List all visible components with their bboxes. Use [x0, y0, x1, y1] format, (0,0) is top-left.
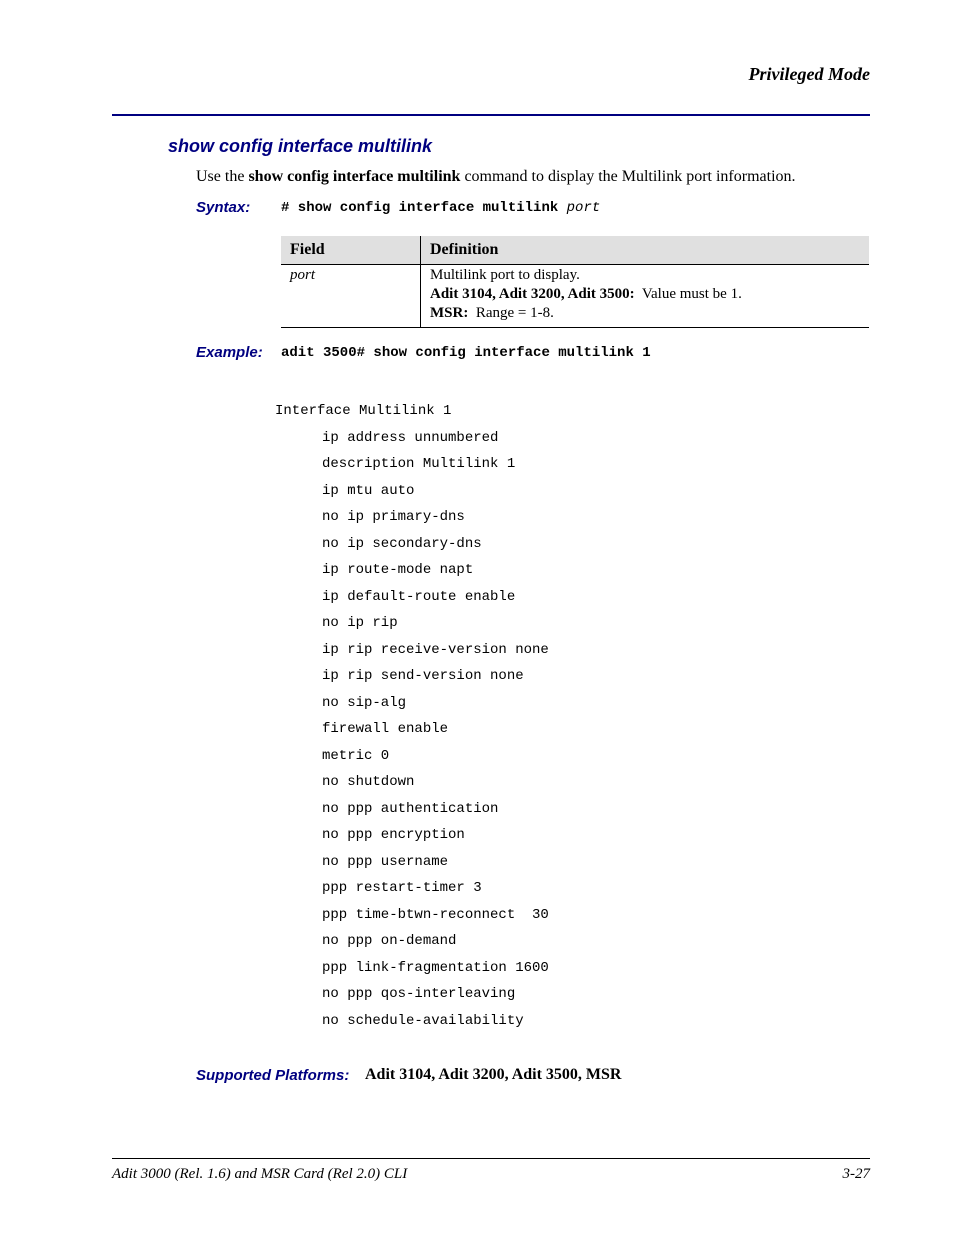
- table-cell-definition: [421, 265, 870, 328]
- output-line: ppp link-fragmentation 1600: [322, 959, 549, 976]
- output-line: no shutdown: [322, 774, 415, 790]
- platforms-value: Adit 3104, Adit 3200, Adit 3500, MSR: [365, 1066, 622, 1083]
- definition-line: [430, 285, 860, 304]
- output-line: no ip secondary-dns: [322, 535, 482, 552]
- output-line: metric 0: [322, 747, 390, 764]
- output-line: no ppp encryption: [322, 827, 465, 843]
- output-line: ppp restart-timer 3: [322, 880, 482, 896]
- output-line: ip rip receive-version none: [322, 641, 549, 658]
- field-definition-table: [281, 236, 869, 328]
- output-line: no ip primary-dns: [322, 509, 465, 525]
- footer-rule: [112, 1158, 870, 1159]
- output-line: ip rip send-version none: [322, 668, 524, 684]
- table-header-row: [281, 236, 869, 265]
- definition-line: [430, 304, 860, 323]
- field-name: port: [290, 267, 316, 283]
- output-line: no ppp qos-interleaving: [322, 986, 516, 1002]
- section-title: show config interface multilink: [168, 136, 433, 156]
- output-line: no ppp authentication: [322, 800, 499, 817]
- intro-command: show config interface multilink: [248, 168, 461, 185]
- intro-text-before: Use the: [196, 168, 249, 185]
- table-cell-field: [281, 265, 421, 328]
- intro-paragraph: [196, 168, 796, 186]
- output-line: firewall enable: [322, 721, 449, 737]
- output-line: ip address unnumbered: [322, 429, 499, 446]
- footer-document-title: Adit 3000 (Rel. 1.6) and MSR Card (Rel 2.0) CLI: [112, 1166, 408, 1182]
- output-line: ppp time-btwn-reconnect 30: [322, 906, 549, 923]
- definition-text: Range = 1-8.: [468, 305, 554, 321]
- table-header-field: Field: [281, 236, 421, 265]
- output-line: ip default-route enable: [322, 588, 516, 605]
- footer-page-number: 3-27: [842, 1166, 870, 1182]
- table-header-definition: Definition: [421, 236, 870, 265]
- table-row: [281, 265, 869, 328]
- example-command: adit 3500# show config interface multilink 1: [281, 345, 651, 361]
- header-rule: [112, 114, 870, 116]
- definition-text: Value must be 1.: [634, 286, 742, 302]
- intro-text-after: command to display the Multilink port information.: [460, 168, 796, 185]
- syntax-command-text: # show config interface multilink: [281, 200, 567, 216]
- platforms-label: Supported Platforms:: [196, 1067, 350, 1084]
- output-line: ip mtu auto: [322, 482, 415, 499]
- example-output: [275, 398, 549, 1034]
- output-line: Interface Multilink 1: [275, 403, 452, 419]
- example-label: Example:: [196, 344, 263, 361]
- syntax-param: port: [566, 200, 601, 216]
- definition-bold: MSR:: [430, 305, 469, 321]
- output-line: description Multilink 1: [322, 456, 516, 472]
- output-line: no schedule-availability: [322, 1012, 524, 1029]
- output-line: no ip rip: [322, 615, 398, 631]
- output-line: ip route-mode napt: [322, 562, 474, 578]
- syntax-label: Syntax:: [196, 199, 251, 216]
- output-line: no sip-alg: [322, 694, 407, 711]
- definition-line: Multilink port to display.: [430, 267, 580, 283]
- running-header: Privileged Mode: [748, 64, 870, 84]
- output-line: no ppp on-demand: [322, 933, 457, 949]
- definition-bold: Adit 3104, Adit 3200, Adit 3500:: [430, 286, 635, 302]
- output-line: no ppp username: [322, 853, 449, 870]
- syntax-command: [281, 200, 600, 216]
